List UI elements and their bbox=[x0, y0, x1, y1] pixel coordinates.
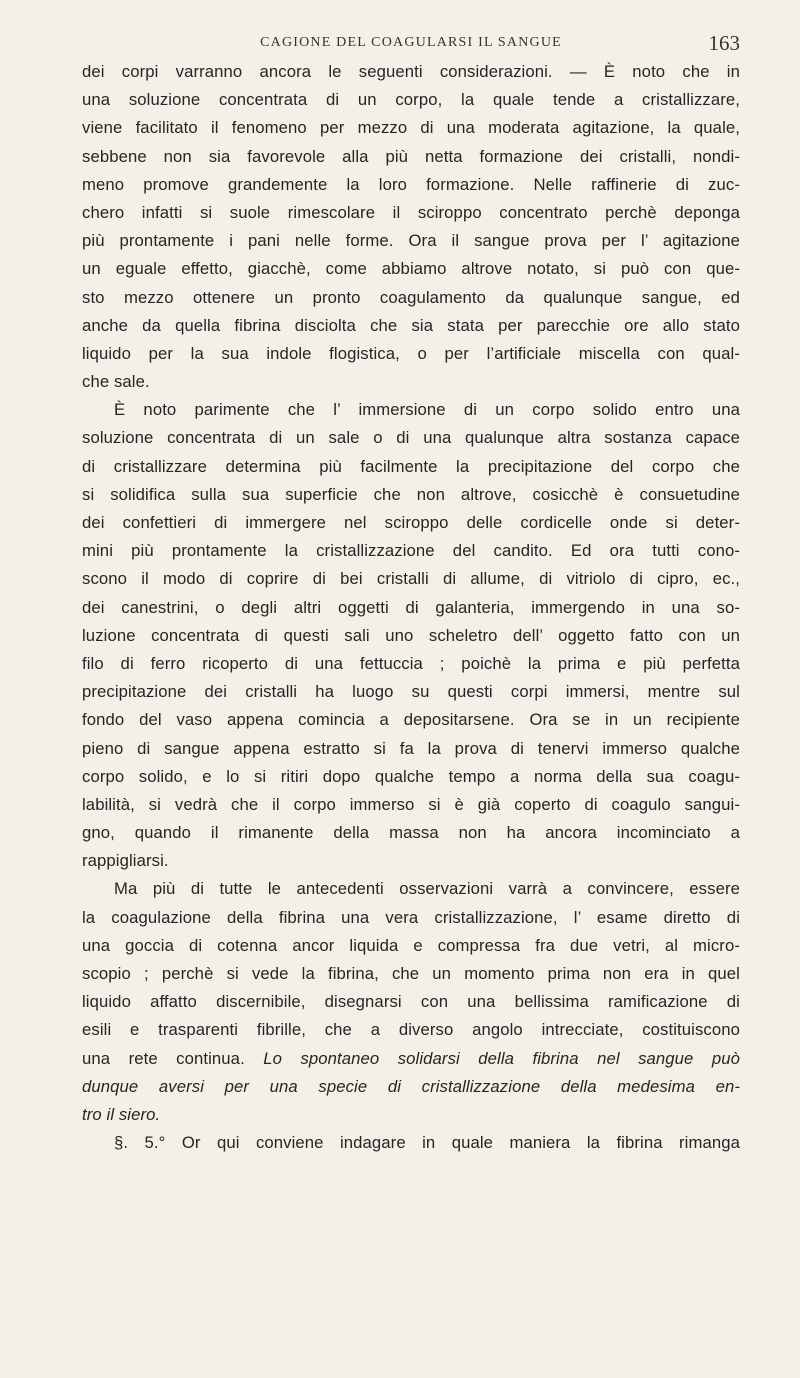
text-line: sebbene non sia favorevole alla più netta formazione dei cristalli, nondi- bbox=[82, 146, 740, 166]
text-line: liquido per la sua indole flogistica, o per l’artificiale miscella con qual- bbox=[82, 343, 740, 363]
text-line: gno, quando il rimanente della massa non ha ancora incominciato a bbox=[82, 823, 740, 843]
text-line: fondo del vaso appena comincia a depositarsene. Ora se in un recipiente bbox=[82, 710, 740, 730]
text-segment: una rete continua. bbox=[82, 1048, 264, 1068]
text-line: che sale. bbox=[82, 372, 150, 392]
text-line: luzione concentrata di questi sali uno scheletro dell’ oggetto fatto con un bbox=[82, 625, 740, 645]
text-line: scono il modo di coprire di bei cristalli di allume, di vitriolo di cipro, ec., bbox=[82, 569, 740, 589]
text-line: È noto parimente che l’ immersione di un corpo solido entro una bbox=[114, 400, 740, 420]
text-line: corpo solido, e lo si ritiri dopo qualche tempo a norma della sua coagu- bbox=[82, 766, 740, 786]
text-line: liquido affatto discernibile, disegnarsi con una bellissima ramificazione di bbox=[82, 992, 740, 1012]
text-line: un eguale effetto, giacchè, come abbiamo altrove notato, si può con que- bbox=[82, 259, 740, 279]
text-line bbox=[82, 1045, 740, 1073]
text-line: tro il siero. bbox=[82, 1104, 161, 1124]
text-line: dei corpi varranno ancora le seguenti considerazioni. — È noto che in bbox=[82, 62, 740, 81]
text-line: §. 5.° Or qui conviene indagare in quale maniera la fibrina rimanga bbox=[114, 1133, 740, 1153]
text-line: dei canestrini, o degli altri oggetti di galanteria, immergendo in una so- bbox=[82, 597, 740, 617]
text-line: mini più prontamente la cristallizzazione del candito. Ed ora tutti cono- bbox=[82, 541, 740, 561]
text-line: Ma più di tutte le antecedenti osservazioni varrà a convincere, essere bbox=[114, 879, 740, 899]
text-line: meno promove grandemente la loro formazione. Nelle raffinerie di zuc- bbox=[82, 174, 740, 194]
text-line: si solidifica sulla sua superficie che non altrove, cosicchè è consuetudine bbox=[82, 484, 740, 504]
text-line: sto mezzo ottenere un pronto coagulamento da qualunque sangue, ed bbox=[82, 287, 740, 307]
text-line: anche da quella fibrina disciolta che sia stata per parecchie ore allo stato bbox=[82, 315, 740, 335]
running-head bbox=[82, 28, 740, 58]
text-line: dei confettieri di immergere nel sciroppo delle cordicelle onde si deter- bbox=[82, 513, 740, 532]
text-line: rappigliarsi. bbox=[82, 851, 169, 871]
book-page bbox=[82, 28, 740, 1157]
text-line: chero infatti si suole rimescolare il sciroppo concentrato perchè deponga bbox=[82, 202, 740, 222]
text-line: una soluzione concentrata di un corpo, la quale tende a cristallizzare, bbox=[82, 90, 740, 110]
italic-segment: Lo spontaneo solidarsi della fibrina nel sangue può bbox=[263, 1048, 740, 1068]
text-line: viene facilitato il fenomeno per mezzo di una moderata agitazione, la quale, bbox=[82, 118, 740, 138]
text-line: più prontamente i pani nelle forme. Ora il sangue prova per l’ agitazione bbox=[82, 231, 740, 251]
text-line: esili e trasparenti fibrille, che a diverso angolo intrecciate, costituiscono bbox=[82, 1020, 740, 1040]
text-line: di cristallizzare determina più facilmente la precipitazione del corpo che bbox=[82, 456, 740, 476]
text-line: filo di ferro ricoperto di una fettuccia ; poichè la prima e più perfetta bbox=[82, 653, 740, 673]
text-line: pieno di sangue appena estratto si fa la prova di tenervi immerso qualche bbox=[82, 738, 740, 758]
text-line: soluzione concentrata di un sale o di una qualunque altra sostanza capace bbox=[82, 428, 740, 448]
text-line: una goccia di cotenna ancor liquida e compressa fra due vetri, al micro- bbox=[82, 935, 740, 955]
page-number: 163 bbox=[708, 31, 740, 55]
running-title: CAGIONE DEL COAGULARSI IL SANGUE bbox=[260, 35, 562, 50]
text-line: labilità, si vedrà che il corpo immerso si è già coperto di coagulo sangui- bbox=[82, 794, 740, 814]
text-line: la coagulazione della fibrina una vera cristallizzazione, l’ esame diretto di bbox=[82, 907, 740, 927]
text-line: scopio ; perchè si vede la fibrina, che un momento prima non era in quel bbox=[82, 964, 740, 983]
text-line: dunque aversi per una specie di cristallizzazione della medesima en- bbox=[82, 1076, 740, 1096]
body-text bbox=[82, 58, 740, 1157]
text-line: precipitazione dei cristalli ha luogo su questi corpi immersi, mentre sul bbox=[82, 682, 740, 702]
